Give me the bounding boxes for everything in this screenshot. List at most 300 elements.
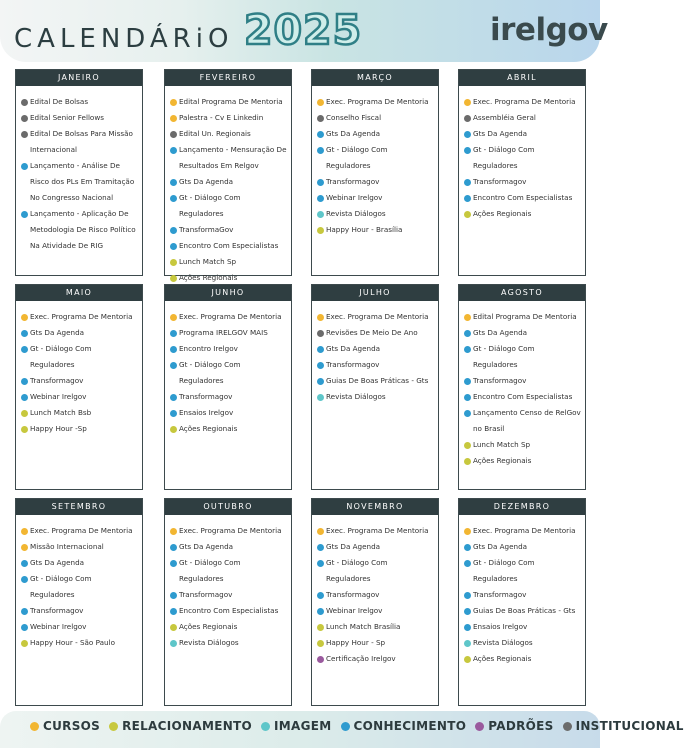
- month-header: JUNHO: [165, 285, 291, 301]
- event-label: Transformagov: [473, 376, 527, 385]
- event-list: [312, 86, 438, 238]
- event-list: [16, 86, 142, 254]
- category-dot-icon: [464, 442, 471, 449]
- month-card-outubro: [164, 498, 292, 706]
- category-dot-icon: [170, 528, 177, 535]
- legend-label: CURSOS: [43, 719, 101, 733]
- calendar-title: CALENDÁRiO: [14, 24, 234, 54]
- category-dot-icon: [317, 179, 324, 186]
- event-label: Ações Regionais: [179, 424, 238, 433]
- month-header: AGOSTO: [459, 285, 585, 301]
- event-label: Exec. Programa De Mentoria: [326, 526, 429, 535]
- category-dot-icon: [464, 147, 471, 154]
- event-item: [317, 373, 434, 389]
- category-dot-icon: [170, 314, 177, 321]
- event-label: Lançamento - Análise De Risco dos PLs Em Tramitação No Congresso Nacional: [30, 161, 135, 202]
- event-label: Transformagov: [30, 376, 84, 385]
- event-label: Encontro Com Especialistas: [473, 193, 573, 202]
- event-item: [170, 309, 287, 325]
- event-label: Revista Diálogos: [179, 638, 239, 647]
- category-dot-icon: [317, 592, 324, 599]
- event-label: Webinar Irelgov: [326, 193, 383, 202]
- event-item: [170, 619, 287, 635]
- category-dot-icon: [170, 394, 177, 401]
- category-dot-icon: [464, 330, 471, 337]
- event-label: Encontro Irelgov: [179, 344, 238, 353]
- category-dot-icon: [170, 131, 177, 138]
- event-item: [464, 603, 581, 619]
- event-item: [170, 94, 287, 110]
- category-dot-icon: [317, 211, 324, 218]
- event-label: Transformagov: [326, 360, 380, 369]
- event-list: [312, 515, 438, 667]
- event-label: Gt - Diálogo Com Reguladores: [473, 558, 535, 583]
- event-label: Transformagov: [30, 606, 84, 615]
- event-item: [170, 555, 287, 587]
- event-item: [464, 126, 581, 142]
- event-label: Gts Da Agenda: [473, 129, 528, 138]
- event-list: [459, 301, 585, 469]
- event-item: [317, 651, 434, 667]
- category-dot-icon: [170, 592, 177, 599]
- event-item: [21, 110, 138, 126]
- event-item: [21, 94, 138, 110]
- category-dot-icon: [170, 147, 177, 154]
- month-header: DEZEMBRO: [459, 499, 585, 515]
- event-label: Assembléia Geral: [473, 113, 536, 122]
- event-label: Palestra - Cv E Linkedin: [179, 113, 264, 122]
- category-dot-icon: [21, 115, 28, 122]
- event-list: [16, 515, 142, 651]
- event-item: [317, 555, 434, 587]
- event-label: Lançamento - Aplicação De Metodologia De Risco Político Na Atividade De RIG: [30, 209, 136, 250]
- event-list: [165, 301, 291, 437]
- event-item: [317, 126, 434, 142]
- event-label: Gts Da Agenda: [326, 542, 381, 551]
- event-item: [464, 325, 581, 341]
- legend-label: RELACIONAMENTO: [122, 719, 253, 733]
- event-item: [464, 110, 581, 126]
- event-label: Exec. Programa De Mentoria: [179, 312, 282, 321]
- category-dot-icon: [464, 544, 471, 551]
- event-label: Gt - Diálogo Com Reguladores: [179, 558, 241, 583]
- event-item: [464, 389, 581, 405]
- category-dot-icon: [170, 243, 177, 250]
- category-dot-icon: [464, 624, 471, 631]
- category-dot-icon: [170, 115, 177, 122]
- category-dot-icon: [170, 179, 177, 186]
- category-dot-icon: [317, 624, 324, 631]
- category-dot-icon: [170, 426, 177, 433]
- event-label: Transformagov: [179, 590, 233, 599]
- event-label: Ensaios Irelgov: [473, 622, 528, 631]
- event-label: Happy Hour - Sp: [326, 638, 386, 647]
- event-label: Transformagov: [326, 177, 380, 186]
- event-label: Revista Diálogos: [326, 209, 386, 218]
- legend-item: [341, 719, 467, 733]
- year-label: 2025: [244, 6, 363, 54]
- event-item: [317, 341, 434, 357]
- category-dot-icon: [170, 640, 177, 647]
- event-label: Transformagov: [326, 590, 380, 599]
- event-label: Encontro Com Especialistas: [179, 606, 279, 615]
- event-item: [317, 309, 434, 325]
- event-label: Encontro Com Especialistas: [179, 241, 279, 250]
- event-label: Gt - Diálogo Com Reguladores: [326, 558, 388, 583]
- month-header: OUTUBRO: [165, 499, 291, 515]
- event-item: [317, 539, 434, 555]
- category-dot-icon: [170, 346, 177, 353]
- event-label: Ações Regionais: [473, 654, 532, 663]
- event-item: [317, 222, 434, 238]
- event-label: Ações Regionais: [473, 209, 532, 218]
- event-label: Ações Regionais: [179, 622, 238, 631]
- event-label: Gts Da Agenda: [473, 328, 528, 337]
- month-header: JULHO: [312, 285, 438, 301]
- category-dot-icon: [170, 195, 177, 202]
- month-card-fevereiro: [164, 69, 292, 282]
- event-label: Edital Programa De Mentoria: [179, 97, 283, 106]
- legend-label: CONHECIMENTO: [353, 719, 467, 733]
- event-label: Exec. Programa De Mentoria: [30, 526, 133, 535]
- category-dot-icon: [464, 131, 471, 138]
- category-dot-icon: [21, 608, 28, 615]
- event-label: Gt - Diálogo Com Reguladores: [179, 360, 241, 385]
- category-dot-icon: [464, 640, 471, 647]
- event-item: [170, 126, 287, 142]
- legend-label: IMAGEM: [274, 719, 332, 733]
- event-label: Ações Regionais: [179, 273, 238, 282]
- category-dot-icon: [21, 560, 28, 567]
- category-dot-icon: [464, 179, 471, 186]
- category-dot-icon: [317, 115, 324, 122]
- event-item: [464, 174, 581, 190]
- legend-dot-icon: [475, 722, 484, 731]
- legend-dot-icon: [30, 722, 39, 731]
- category-dot-icon: [21, 211, 28, 218]
- event-label: Gts Da Agenda: [326, 129, 381, 138]
- category-dot-icon: [317, 314, 324, 321]
- event-item: [21, 373, 138, 389]
- category-dot-icon: [464, 195, 471, 202]
- event-item: [317, 635, 434, 651]
- event-label: Gts Da Agenda: [326, 344, 381, 353]
- category-dot-icon: [21, 410, 28, 417]
- event-item: [21, 389, 138, 405]
- event-item: [317, 190, 434, 206]
- month-header: ABRIL: [459, 70, 585, 86]
- category-dot-icon: [464, 528, 471, 535]
- category-dot-icon: [170, 362, 177, 369]
- event-item: [464, 190, 581, 206]
- month-header: FEVEREIRO: [165, 70, 291, 86]
- legend-dot-icon: [563, 722, 572, 731]
- event-list: [312, 301, 438, 405]
- event-label: Lunch Match Sp: [179, 257, 237, 266]
- legend-item: [261, 719, 331, 733]
- category-dot-icon: [21, 330, 28, 337]
- category-dot-icon: [170, 330, 177, 337]
- event-label: Ensaios Irelgov: [179, 408, 234, 417]
- category-dot-icon: [317, 560, 324, 567]
- category-dot-icon: [21, 394, 28, 401]
- month-card-março: [311, 69, 439, 276]
- category-dot-icon: [21, 378, 28, 385]
- category-dot-icon: [317, 330, 324, 337]
- category-dot-icon: [170, 624, 177, 631]
- category-dot-icon: [21, 99, 28, 106]
- event-item: [21, 635, 138, 651]
- event-item: [170, 110, 287, 126]
- event-label: Guias De Boas Práticas - Gts: [326, 376, 429, 385]
- legend-dot-icon: [341, 722, 350, 731]
- event-item: [464, 206, 581, 222]
- event-label: Exec. Programa De Mentoria: [473, 97, 576, 106]
- event-item: [317, 619, 434, 635]
- category-dot-icon: [464, 99, 471, 106]
- event-label: Webinar Irelgov: [30, 622, 87, 631]
- month-card-dezembro: [458, 498, 586, 706]
- legend-dot-icon: [261, 722, 270, 731]
- month-card-abril: [458, 69, 586, 276]
- category-dot-icon: [170, 544, 177, 551]
- event-item: [170, 635, 287, 651]
- category-dot-icon: [464, 211, 471, 218]
- event-label: Certificação Irelgov: [326, 654, 396, 663]
- category-dot-icon: [317, 608, 324, 615]
- event-item: [21, 206, 138, 254]
- event-label: Edital De Bolsas: [30, 97, 89, 106]
- event-label: Missão Internacional: [30, 542, 104, 551]
- month-card-maio: [15, 284, 143, 490]
- event-item: [464, 453, 581, 469]
- event-item: [170, 174, 287, 190]
- category-dot-icon: [21, 163, 28, 170]
- month-header: MAIO: [16, 285, 142, 301]
- legend-item: [30, 719, 100, 733]
- category-dot-icon: [464, 314, 471, 321]
- event-item: [170, 421, 287, 437]
- month-card-novembro: [311, 498, 439, 706]
- event-label: Programa IRELGOV MAIS: [179, 328, 268, 337]
- event-item: [21, 603, 138, 619]
- event-label: Happy Hour - São Paulo: [30, 638, 115, 647]
- event-label: Happy Hour -Sp: [30, 424, 87, 433]
- event-item: [21, 539, 138, 555]
- event-item: [317, 206, 434, 222]
- event-item: [317, 603, 434, 619]
- month-card-setembro: [15, 498, 143, 706]
- category-dot-icon: [317, 131, 324, 138]
- event-label: Gts Da Agenda: [179, 177, 234, 186]
- category-dot-icon: [21, 576, 28, 583]
- event-item: [317, 174, 434, 190]
- category-dot-icon: [21, 640, 28, 647]
- category-dot-icon: [317, 99, 324, 106]
- event-item: [170, 238, 287, 254]
- category-dot-icon: [464, 410, 471, 417]
- event-list: [165, 515, 291, 651]
- event-label: Revista Diálogos: [326, 392, 386, 401]
- event-list: [16, 301, 142, 437]
- category-dot-icon: [21, 528, 28, 535]
- event-item: [21, 158, 138, 206]
- category-dot-icon: [317, 195, 324, 202]
- event-item: [317, 325, 434, 341]
- event-label: Lançamento - Mensuração De Resultados Em Relgov: [179, 145, 287, 170]
- month-card-janeiro: [15, 69, 143, 276]
- event-item: [170, 341, 287, 357]
- event-label: Exec. Programa De Mentoria: [179, 526, 282, 535]
- event-label: Exec. Programa De Mentoria: [30, 312, 133, 321]
- event-item: [21, 523, 138, 539]
- category-dot-icon: [464, 560, 471, 567]
- category-dot-icon: [317, 378, 324, 385]
- category-dot-icon: [317, 394, 324, 401]
- event-label: Gt - Diálogo Com Reguladores: [30, 344, 92, 369]
- category-dot-icon: [464, 346, 471, 353]
- legend: [30, 719, 693, 733]
- legend-dot-icon: [109, 722, 118, 731]
- category-dot-icon: [464, 115, 471, 122]
- month-card-agosto: [458, 284, 586, 490]
- event-label: Gts Da Agenda: [179, 542, 234, 551]
- event-item: [21, 341, 138, 373]
- event-label: Exec. Programa De Mentoria: [326, 312, 429, 321]
- month-header: NOVEMBRO: [312, 499, 438, 515]
- category-dot-icon: [317, 227, 324, 234]
- event-item: [21, 126, 138, 158]
- event-label: Edital Senior Fellows: [30, 113, 104, 122]
- event-item: [317, 142, 434, 174]
- event-label: Edital De Bolsas Para Missão Internacional: [30, 129, 133, 154]
- event-label: Gt - Diálogo Com Reguladores: [473, 344, 535, 369]
- event-label: Guias De Boas Práticas - Gts: [473, 606, 576, 615]
- category-dot-icon: [170, 259, 177, 266]
- event-item: [464, 437, 581, 453]
- event-item: [317, 94, 434, 110]
- brand-logo: irelgov: [490, 12, 608, 48]
- event-item: [464, 635, 581, 651]
- event-label: Transformagov: [473, 177, 527, 186]
- category-dot-icon: [464, 656, 471, 663]
- event-item: [21, 555, 138, 571]
- event-label: Revista Diálogos: [473, 638, 533, 647]
- category-dot-icon: [317, 528, 324, 535]
- event-label: Transformagov: [473, 590, 527, 599]
- month-header: MARÇO: [312, 70, 438, 86]
- event-item: [464, 555, 581, 587]
- month-header: JANEIRO: [16, 70, 142, 86]
- event-item: [170, 254, 287, 270]
- event-label: Webinar Irelgov: [30, 392, 87, 401]
- category-dot-icon: [464, 592, 471, 599]
- event-item: [21, 405, 138, 421]
- event-item: [317, 587, 434, 603]
- event-label: Lunch Match Sp: [473, 440, 531, 449]
- category-dot-icon: [170, 560, 177, 567]
- event-label: Happy Hour - Brasília: [326, 225, 403, 234]
- event-label: Gt - Diálogo Com Reguladores: [179, 193, 241, 218]
- category-dot-icon: [170, 275, 177, 282]
- event-item: [317, 523, 434, 539]
- event-item: [170, 357, 287, 389]
- event-label: TransformaGov: [179, 225, 234, 234]
- category-dot-icon: [464, 378, 471, 385]
- category-dot-icon: [317, 544, 324, 551]
- event-item: [21, 571, 138, 603]
- category-dot-icon: [464, 394, 471, 401]
- event-label: Edital Programa De Mentoria: [473, 312, 577, 321]
- event-item: [170, 523, 287, 539]
- category-dot-icon: [21, 544, 28, 551]
- category-dot-icon: [317, 147, 324, 154]
- event-label: Gt - Diálogo Com Reguladores: [30, 574, 92, 599]
- event-label: Transformagov: [179, 392, 233, 401]
- event-item: [170, 142, 287, 174]
- event-label: Webinar Irelgov: [326, 606, 383, 615]
- event-label: Gt - Diálogo Com Reguladores: [473, 145, 535, 170]
- event-item: [170, 539, 287, 555]
- event-item: [464, 523, 581, 539]
- event-item: [464, 587, 581, 603]
- event-item: [21, 421, 138, 437]
- category-dot-icon: [21, 426, 28, 433]
- event-item: [170, 222, 287, 238]
- event-label: Gt - Diálogo Com Reguladores: [326, 145, 388, 170]
- event-item: [170, 190, 287, 222]
- category-dot-icon: [317, 656, 324, 663]
- legend-item: [109, 719, 252, 733]
- category-dot-icon: [464, 458, 471, 465]
- event-label: Lunch Match Bsb: [30, 408, 92, 417]
- legend-label: PADRÕES: [488, 719, 554, 733]
- category-dot-icon: [170, 227, 177, 234]
- event-label: Lunch Match Brasília: [326, 622, 401, 631]
- event-list: [165, 86, 291, 286]
- legend-item: [475, 719, 553, 733]
- event-list: [459, 515, 585, 667]
- category-dot-icon: [317, 346, 324, 353]
- event-label: Lançamento Censo de RelGov no Brasil: [473, 408, 581, 433]
- event-label: Exec. Programa De Mentoria: [473, 526, 576, 535]
- event-item: [317, 110, 434, 126]
- month-header: SETEMBRO: [16, 499, 142, 515]
- category-dot-icon: [21, 314, 28, 321]
- category-dot-icon: [170, 99, 177, 106]
- event-label: Gts Da Agenda: [30, 558, 85, 567]
- month-card-julho: [311, 284, 439, 490]
- category-dot-icon: [317, 362, 324, 369]
- event-item: [317, 357, 434, 373]
- event-item: [317, 389, 434, 405]
- event-item: [21, 619, 138, 635]
- category-dot-icon: [464, 608, 471, 615]
- category-dot-icon: [21, 131, 28, 138]
- category-dot-icon: [317, 640, 324, 647]
- event-label: Edital Un. Regionais: [179, 129, 251, 138]
- event-item: [464, 142, 581, 174]
- event-item: [464, 94, 581, 110]
- event-label: Encontro Com Especialistas: [473, 392, 573, 401]
- event-list: [459, 86, 585, 222]
- event-item: [464, 309, 581, 325]
- category-dot-icon: [170, 608, 177, 615]
- event-item: [464, 341, 581, 373]
- event-item: [21, 325, 138, 341]
- event-item: [170, 325, 287, 341]
- category-dot-icon: [21, 624, 28, 631]
